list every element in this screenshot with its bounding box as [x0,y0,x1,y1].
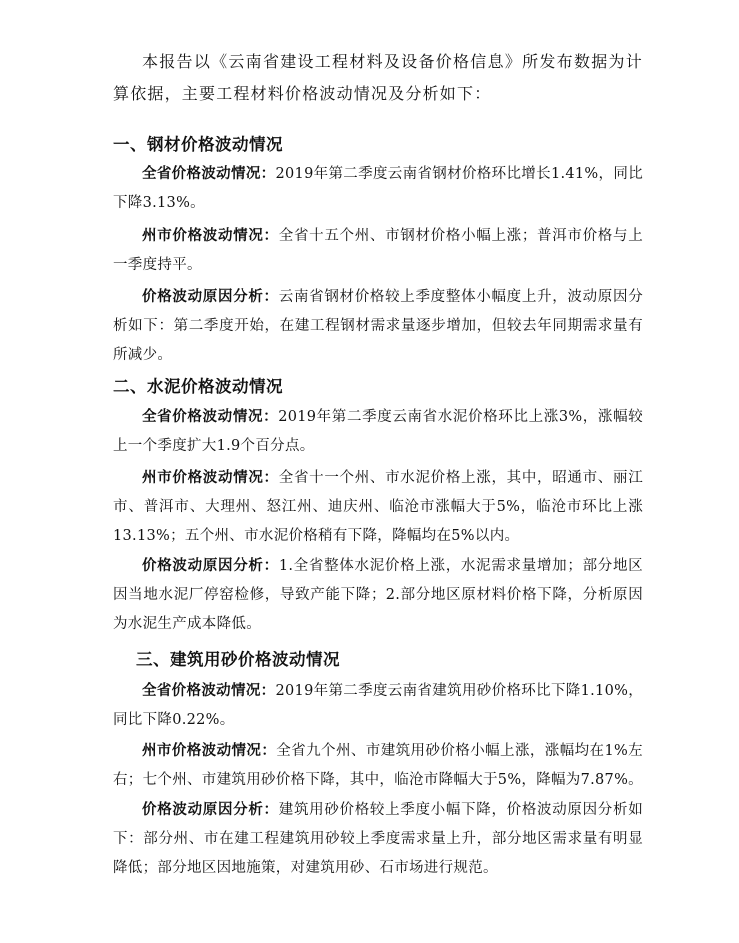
intro-paragraph: 本报告以《云南省建设工程材料及设备价格信息》所发布数据为计算依据，主要工程材料价格波动情况及分析如下： [113,52,643,103]
paragraph-label: 全省价格波动情况： [142,683,276,699]
paragraph-label: 全省价格波动情况： [142,166,276,182]
steel-province-paragraph [113,160,643,218]
section-heading-sand: 三、建筑用砂价格波动情况 [136,650,340,669]
paragraph-text: 1.全省整体水泥价格上涨，水泥需求量增加；部分地区因当地水泥厂停窑检修，导致产能下降；2.部分地区原材料价格下降，分析原因为水泥生产成本降低。 [113,558,643,632]
paragraph-text: 全省十五个州、市钢材价格小幅上涨；普洱市价格与上一季度持平。 [113,228,643,273]
paragraph-label: 价格波动原因分析： [142,802,279,818]
paragraph-label: 价格波动原因分析： [142,558,279,574]
section-heading-cement: 二、水泥价格波动情况 [113,377,283,396]
steel-city-paragraph [113,222,643,280]
paragraph-text: 全省十一个州、市水泥价格上涨，其中，昭通市、丽江市、普洱市、大理州、怒江州、迪庆州、临沧市涨幅大于5%，临沧市环比上涨13.13%；五个州、市水泥价格稍有下降，降幅均在5%以内。 [113,470,643,544]
section-heading-steel: 一、钢材价格波动情况 [113,135,283,154]
paragraph-text: 建筑用砂价格较上季度小幅下降，价格波动原因分析如下：部分州、市在建工程建筑用砂较上季度需求量上升，部分地区需求量有明显降低；部分地区因地施策，对建筑用砂、石市场进行规范。 [113,802,643,876]
paragraph-text: 2019年第二季度云南省建筑用砂价格环比下降1.10%，同比下降0.22%。 [113,683,643,728]
sand-city-paragraph [113,737,643,795]
paragraph-text: 全省九个州、市建筑用砂价格小幅上涨，涨幅均在1%左右；七个州、市建筑用砂价格下降，其中，临沧市降幅大于5%，降幅为7.87%。 [113,743,643,788]
paragraph-label: 价格波动原因分析： [142,289,279,305]
cement-province-paragraph [113,403,643,461]
paragraph-label: 州市价格波动情况： [142,228,279,244]
paragraph-label: 州市价格波动情况： [142,470,279,486]
paragraph-text: 2019年第二季度云南省水泥价格环比上涨3%，涨幅较上一个季度扩大1.9个百分点。 [113,409,644,454]
cement-cause-paragraph [113,552,643,639]
sand-cause-paragraph [113,796,643,883]
paragraph-label: 州市价格波动情况： [142,743,277,759]
cement-city-paragraph [113,464,643,551]
paragraph-text: 云南省钢材价格较上季度整体小幅度上升，波动原因分析如下：第二季度开始，在建工程钢材需求量逐步增加，但较去年同期需求量有所减少。 [113,289,643,363]
steel-cause-paragraph [113,283,643,370]
sand-province-paragraph [113,677,643,735]
paragraph-label: 全省价格波动情况： [142,409,279,425]
paragraph-text: 2019年第二季度云南省钢材价格环比增长1.41%，同比下降3.13%。 [113,166,643,211]
